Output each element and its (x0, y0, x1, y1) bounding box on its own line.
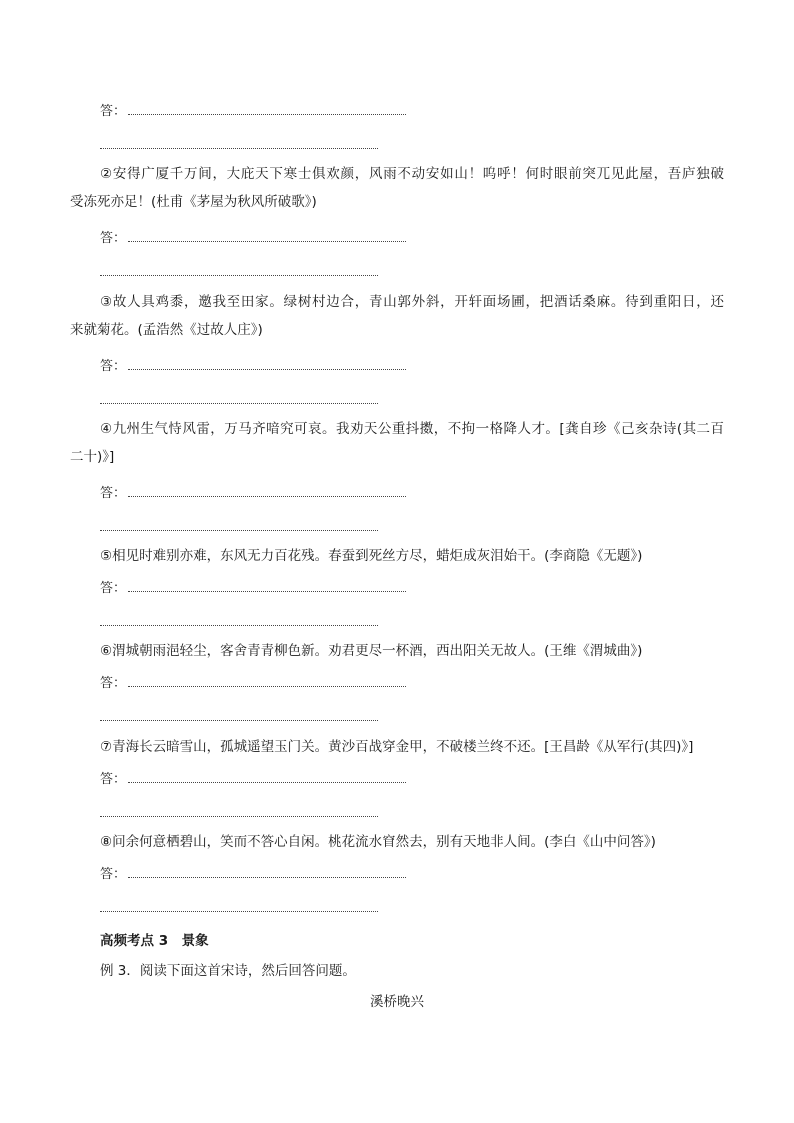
answer-blank-line[interactable] (100, 911, 378, 912)
poem-text-line: 来就菊花。(孟浩然《过故人庄》) (70, 322, 263, 338)
answer-blank-line[interactable] (100, 530, 378, 531)
poem-text-line: 受冻死亦足！(杜甫《茅屋为秋风所破歌》) (70, 194, 317, 210)
answer-dotted-line[interactable] (128, 486, 406, 497)
answer-label: 答： (100, 867, 127, 882)
answer-blank-line[interactable] (100, 275, 378, 276)
answer-dotted-line[interactable] (128, 581, 406, 592)
answer-line[interactable] (100, 771, 406, 789)
example-prompt: 例 3．阅读下面这首宋诗，然后回答问题。 (100, 963, 356, 979)
answer-line[interactable] (100, 230, 406, 248)
answer-blank-line[interactable] (100, 403, 378, 404)
poem-item-5 (70, 542, 724, 570)
answer-label: 答： (100, 676, 127, 691)
answer-blank-line[interactable] (100, 816, 378, 817)
answer-dotted-line[interactable] (128, 231, 406, 242)
answer-label: 答： (100, 772, 127, 787)
answer-dotted-line[interactable] (128, 676, 406, 687)
answer-blank-line[interactable] (100, 720, 378, 721)
answer-label: 答： (100, 486, 127, 501)
poem-text-line: ②安得广厦千万间，大庇天下寒士俱欢颜，风雨不动安如山！呜呼！何时眼前突兀见此屋，吾庐独破 (100, 166, 724, 182)
answer-line[interactable] (100, 866, 406, 884)
poem-item-4 (70, 415, 724, 471)
answer-blank-line[interactable] (100, 625, 378, 626)
answer-line[interactable] (100, 580, 406, 598)
answer-line[interactable] (100, 485, 406, 503)
section-heading: 高频考点 3 景象 (100, 933, 209, 949)
answer-dotted-line[interactable] (128, 772, 406, 783)
poem-text-line: ③故人具鸡黍，邀我至田家。绿树村边合，青山郭外斜，开轩面场圃，把酒话桑麻。待到重阳日，还 (100, 294, 724, 310)
answer-label: 答： (100, 581, 127, 596)
poem-item-2 (70, 160, 724, 216)
poem-item-7 (70, 733, 724, 761)
poem-text-line: ⑤相见时难别亦难，东风无力百花残。春蚕到死丝方尽，蜡炬成灰泪始干。(李商隐《无题》) (100, 548, 643, 564)
answer-label: 答： (100, 231, 127, 246)
answer-dotted-line[interactable] (128, 359, 406, 370)
answer-line[interactable] (100, 675, 406, 693)
answer-label: 答： (100, 104, 127, 119)
poem-text-line: ④九州生气恃风雷，万马齐喑究可哀。我劝天公重抖擞，不拘一格降人才。[龚自珍《己亥杂诗(其二百 (100, 421, 724, 437)
poem-text-line: ⑦青海长云暗雪山，孤城遥望玉门关。黄沙百战穿金甲，不破楼兰终不还。[王昌龄《从军行(其四)》] (100, 739, 694, 755)
poem-text-line: ⑧问余何意栖碧山，笑而不答心自闲。桃花流水窅然去，别有天地非人间。(李白《山中问答》) (100, 834, 656, 850)
poem-item-3 (70, 288, 724, 344)
poem-text-line: 二十)》] (70, 449, 115, 465)
answer-line[interactable] (100, 103, 406, 121)
poem-item-8 (70, 828, 724, 856)
poem-item-6 (70, 637, 724, 665)
answer-line[interactable] (100, 358, 406, 376)
poem-text-line: ⑥渭城朝雨浥轻尘，客舍青青柳色新。劝君更尽一杯酒，西出阳关无故人。(王维《渭城曲》) (100, 643, 643, 659)
poem-title: 溪桥晚兴 (370, 994, 424, 1010)
answer-blank-line[interactable] (100, 148, 378, 149)
answer-dotted-line[interactable] (128, 104, 406, 115)
answer-dotted-line[interactable] (128, 867, 406, 878)
answer-label: 答： (100, 359, 127, 374)
